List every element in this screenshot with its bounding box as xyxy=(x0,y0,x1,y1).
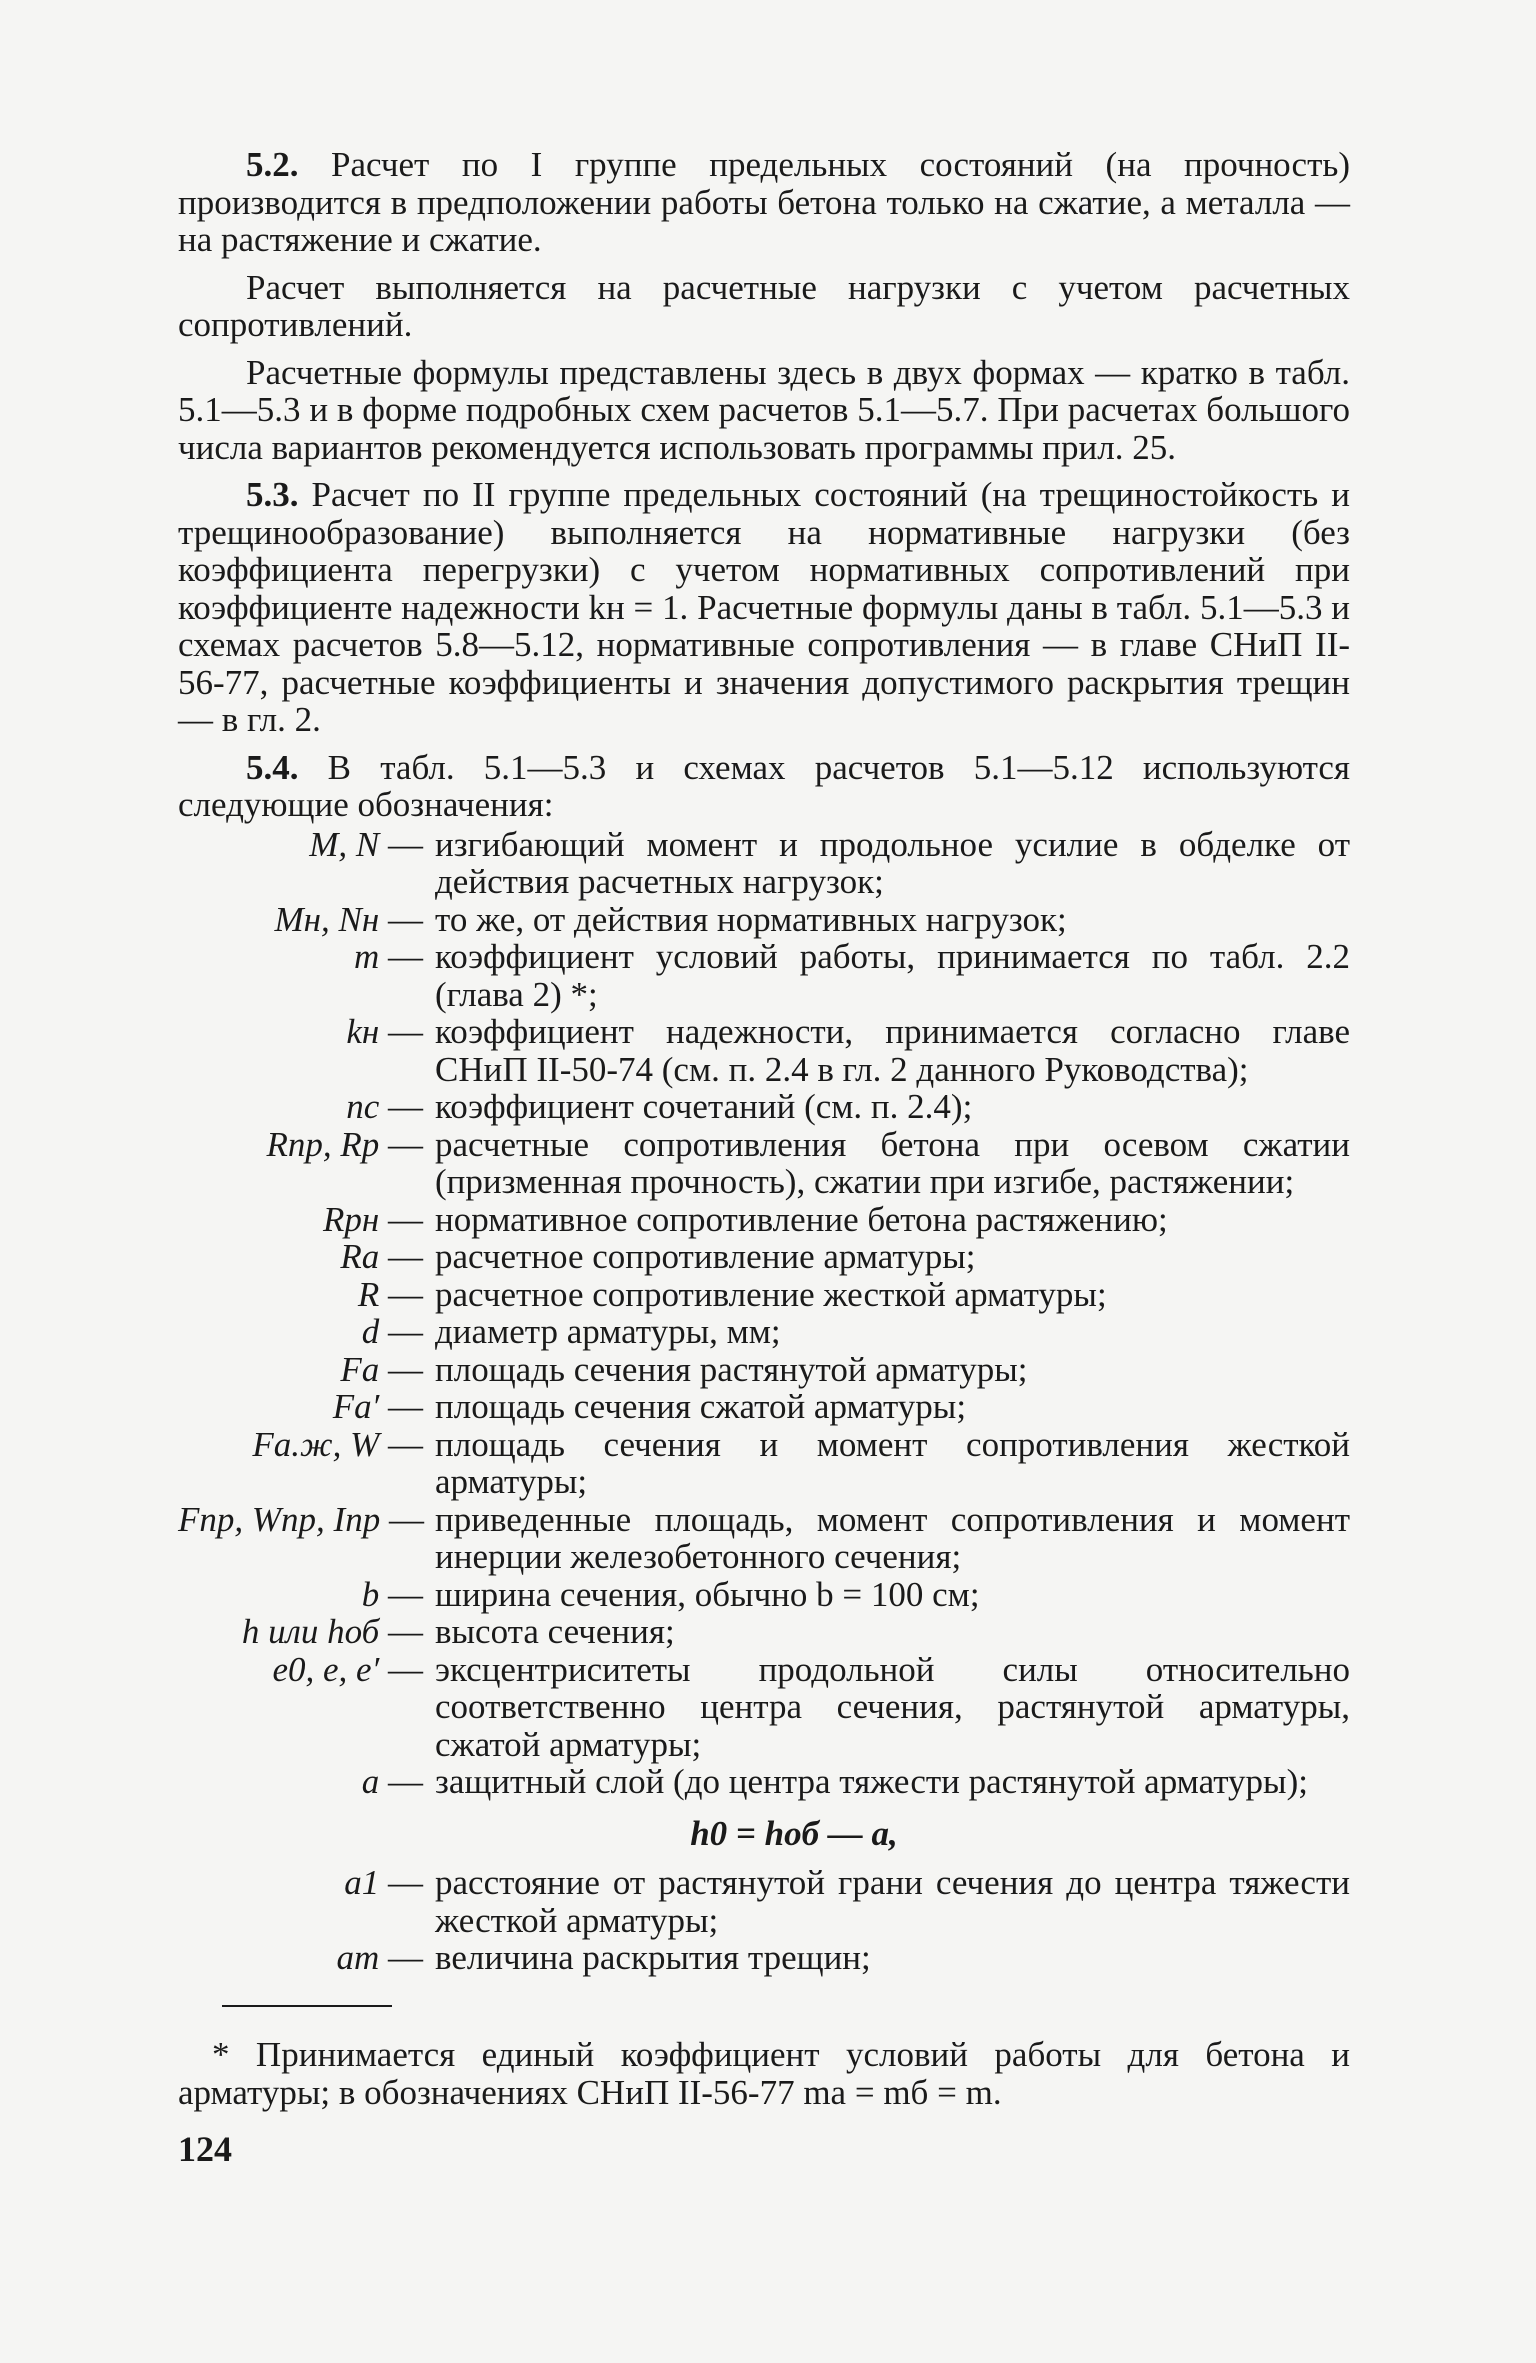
definition-row xyxy=(178,826,1350,901)
definition-row xyxy=(178,1576,1350,1614)
definition-text: диаметр арматуры, мм; xyxy=(435,1312,781,1351)
definition-text: высота сечения; xyxy=(435,1612,675,1651)
definition-symbol: b xyxy=(361,1574,380,1614)
dash: — xyxy=(388,1349,423,1389)
definition-row xyxy=(178,1388,1350,1426)
definition-row xyxy=(178,901,1350,939)
definition-text: расчетное сопротивление арматуры; xyxy=(435,1237,976,1276)
footnote-divider xyxy=(222,2005,392,2007)
formula: h0 = hоб — a, xyxy=(690,1813,898,1853)
definition-text: то же, от действия нормативных нагрузок; xyxy=(435,899,1067,939)
definition-symbol: a1 xyxy=(344,1863,380,1902)
dash: — xyxy=(388,937,423,976)
definition-text: ширина сечения, обычно b = 100 см; xyxy=(435,1574,980,1614)
paragraph-text: Расчет по II группе предельных состояний (на трещиностойкость и трещинообразование) выполняется на нормативные нагрузки (без коэффициента перегрузки) с учетом нормативных сопротивлений при коэффициенте надежности kн = 1. Расчетные формулы даны в табл. 5.1—5.3 и схемах расчетов 5.8—5.12, нормативные сопротивления — в главе СНиП II-56-77, расчетные коэффициенты и значения допустимого раскрытия трещин — в гл. 2. xyxy=(178,475,1350,739)
definition-text: эксцентриситеты продольной силы относительно соответственно центра сечения, растянутой арматуры, сжатой арматуры; xyxy=(435,1649,1350,1764)
definition-symbol: nс xyxy=(346,1087,380,1126)
dash: — xyxy=(388,1424,423,1464)
definition-symbol: Rрн xyxy=(323,1199,380,1239)
definition-text: площадь сечения сжатой арматуры; xyxy=(435,1387,967,1426)
dash: — xyxy=(388,1612,423,1651)
definition-symbol: Mн, Nн xyxy=(274,899,380,939)
definition-row xyxy=(178,938,1350,1013)
section-number: 5.4. xyxy=(246,747,299,787)
paragraph-text: Расчет по I группе предельных состояний (на прочность) производится в предположении работы бетона только на сжатие, а металла — на растяжение и сжатие. xyxy=(178,145,1350,259)
footnote: * Принимается единый коэффициент условий работы для бетона и арматуры; в обозначениях СНиП II-56-77 mа = mб = m. xyxy=(178,2035,1350,2112)
definition-row xyxy=(178,1013,1350,1088)
definition-row xyxy=(178,1201,1350,1239)
definition-row xyxy=(178,1313,1350,1351)
definition-row xyxy=(178,1276,1350,1314)
definition-symbol: m xyxy=(353,937,380,976)
definition-text: расстояние от растянутой грани сечения до центра тяжести жесткой арматуры; xyxy=(435,1863,1350,1940)
page-number: 124 xyxy=(178,2129,232,2169)
definition-text: коэффициент условий работы, принимается по табл. 2.2 (глава 2) *; xyxy=(435,937,1350,1014)
definition-row xyxy=(178,1613,1350,1651)
definition-symbol: Fпр, Wпр, Iпр xyxy=(178,1499,381,1539)
definition-row xyxy=(178,1939,1350,1977)
definition-row xyxy=(178,1426,1350,1501)
definition-symbol: M, N xyxy=(309,824,380,864)
definition-text: защитный слой (до центра тяжести растянутой арматуры); xyxy=(435,1762,1308,1801)
definition-symbol: Fа.ж, W xyxy=(252,1424,380,1464)
paragraph-5-2-b: Расчет выполняется на расчетные нагрузки с учетом расчетных сопротивлений. xyxy=(178,267,1350,344)
definition-symbol: Fа′ xyxy=(332,1387,380,1426)
dash: — xyxy=(388,1199,423,1239)
definition-text: величина раскрытия трещин; xyxy=(435,1938,871,1977)
dash: — xyxy=(388,899,423,939)
dash: — xyxy=(388,1863,423,1902)
definitions-list xyxy=(178,826,1350,1977)
dash: — xyxy=(388,1574,423,1614)
definition-row xyxy=(178,1238,1350,1276)
definition-symbol: kн xyxy=(346,1012,380,1051)
dash: — xyxy=(388,1649,423,1689)
definition-symbol: a xyxy=(361,1762,380,1801)
definition-symbol: d xyxy=(361,1312,380,1351)
dash: — xyxy=(388,1274,423,1314)
definition-text: нормативное сопротивление бетона растяжению; xyxy=(435,1199,1168,1239)
definition-row xyxy=(178,1126,1350,1201)
definition-symbol: e0, e, e′ xyxy=(272,1649,380,1689)
definition-text: изгибающий момент и продольное усилие в обделке от действия расчетных нагрузок; xyxy=(435,824,1350,901)
dash: — xyxy=(388,824,423,864)
definition-symbol: Rпр, Rр xyxy=(266,1124,380,1164)
definition-text: коэффициент надежности, принимается согласно главе СНиП II-50-74 (см. п. 2.4 в гл. 2 данного Руководства); xyxy=(435,1012,1350,1089)
definition-symbol: Rа xyxy=(340,1237,380,1276)
definition-text: расчетное сопротивление жесткой арматуры; xyxy=(435,1274,1107,1314)
dash: — xyxy=(388,1124,423,1164)
paragraph-text: В табл. 5.1—5.3 и схемах расчетов 5.1—5.12 используются следующие обозначения: xyxy=(178,747,1350,824)
definition-symbol: R xyxy=(357,1274,380,1314)
body-text xyxy=(178,146,1350,1977)
definition-row xyxy=(178,1763,1350,1801)
definition-text: площадь сечения и момент сопротивления жесткой арматуры; xyxy=(435,1424,1350,1501)
section-number: 5.3. xyxy=(246,475,299,514)
definition-symbol: h или hоб xyxy=(241,1612,380,1651)
definition-row xyxy=(178,1651,1350,1764)
paragraph-5-4 xyxy=(178,749,1350,824)
dash: — xyxy=(388,1499,424,1539)
section-number: 5.2. xyxy=(246,145,299,184)
paragraph-5-2 xyxy=(178,146,1350,259)
dash: — xyxy=(388,1387,423,1426)
dash: — xyxy=(388,1012,423,1051)
dash: — xyxy=(388,1312,423,1351)
dash: — xyxy=(388,1762,423,1801)
definition-row xyxy=(178,1501,1350,1576)
definition-symbol: Fа xyxy=(340,1349,380,1389)
definition-symbol: aт xyxy=(336,1938,380,1977)
definition-row xyxy=(178,1351,1350,1389)
dash: — xyxy=(388,1237,423,1276)
definition-text: площадь сечения растянутой арматуры; xyxy=(435,1349,1028,1389)
definition-row xyxy=(178,1864,1350,1939)
definition-row xyxy=(178,1088,1350,1126)
paragraph-5-3 xyxy=(178,476,1350,739)
dash: — xyxy=(388,1087,423,1126)
definition-text: приведенные площадь, момент сопротивления и момент инерции железобетонного сечения; xyxy=(435,1499,1350,1576)
dash: — xyxy=(388,1938,423,1977)
definition-text: расчетные сопротивления бетона при осевом сжатии (призменная прочность), сжатии при изгибе, растяжении; xyxy=(435,1124,1350,1201)
paragraph-5-2-c: Расчетные формулы представлены здесь в двух формах — кратко в табл. 5.1—5.3 и в форме подробных схем расчетов 5.1—5.7. При расчетах большого числа вариантов рекомендуется использовать программы прил. 25. xyxy=(178,352,1350,467)
definition-text: коэффициент сочетаний (см. п. 2.4); xyxy=(435,1087,973,1126)
